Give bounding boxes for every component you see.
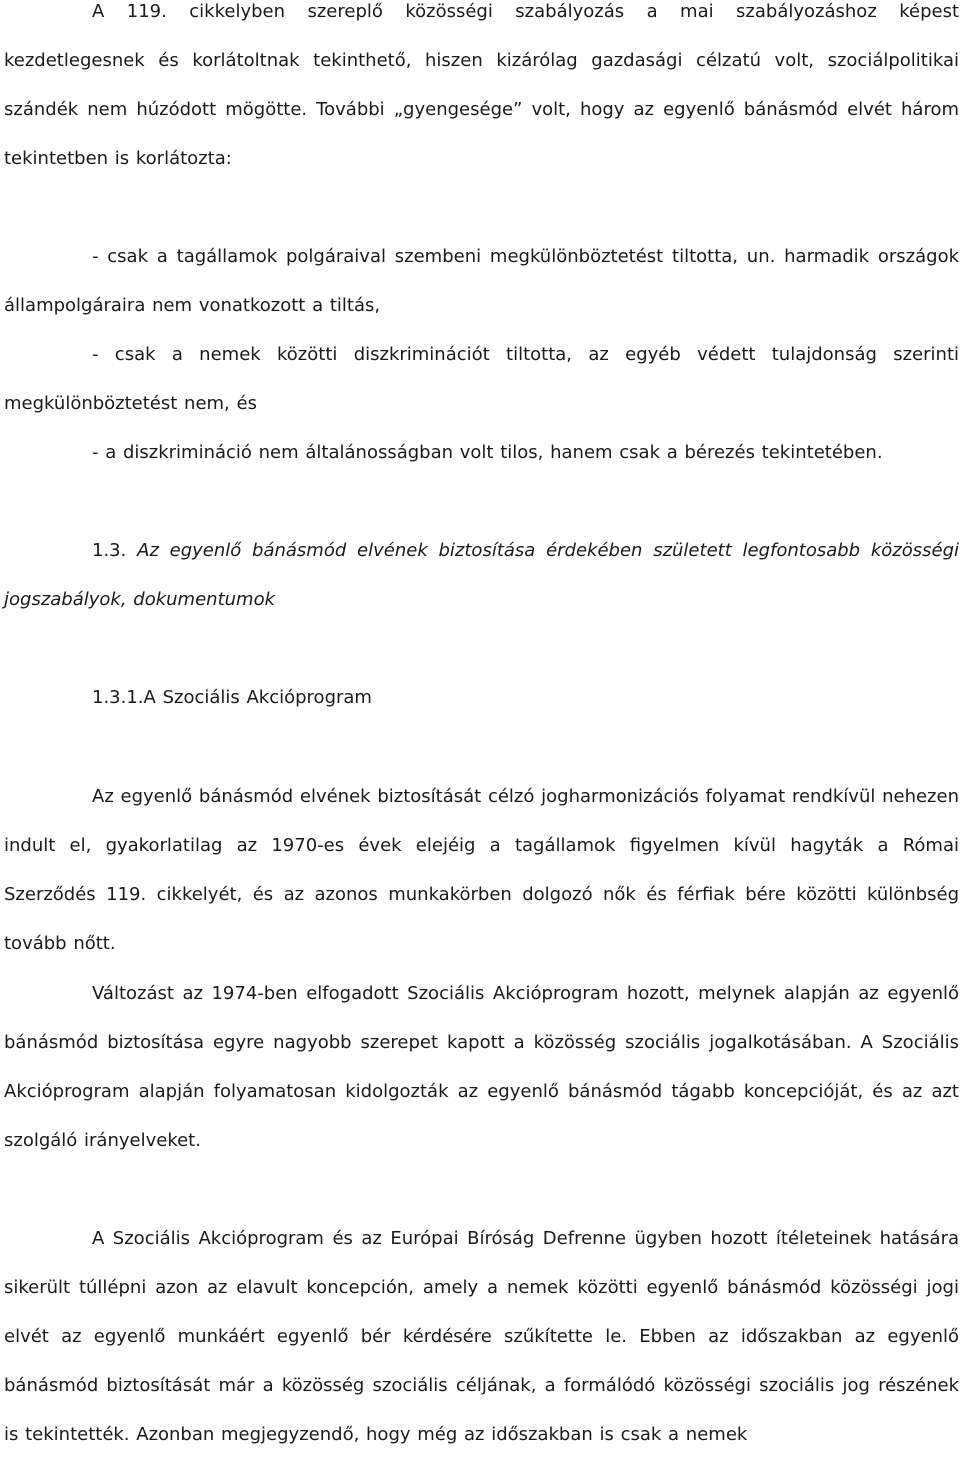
subsection-heading	[4, 673, 959, 722]
subsection-title: A Szociális Akcióprogram	[143, 687, 372, 708]
subsection-number: 1.3.1.	[92, 687, 144, 708]
list-item-member-states: - csak a tagállamok polgáraival szembeni megkülönböztetést tiltotta, un. harmadik országok állampolgáraira nem vonatkozott a tiltás,	[4, 246, 959, 316]
paragraph-harmonization: Az egyenlő bánásmód elvének biztosítását célzó jogharmonizációs folyamat rendkívül nehezen indult el, gyakorlatilag az 1970-es évek elejéig a tagállamok figyelmen kívül hagyták a Római Szerződés 119. cikkelyét, és az azonos munkakörben dolgozó nők és férfiak bére közötti különbség tovább nőtt.	[4, 786, 959, 954]
list-item-gender-only: - csak a nemek közötti diszkriminációt tiltotta, az egyéb védett tulajdonság szerinti megkülönböztetést nem, és	[4, 344, 959, 414]
section-heading	[4, 526, 959, 624]
paragraph-article-119: A 119. cikkelyben szereplő közösségi szabályozás a mai szabályozáshoz képest kezdetlegesnek és korlátoltnak tekinthető, hiszen kizárólag gazdasági célzatú volt, szociálpolitikai szándék nem húzódott mögötte. További „gyengesége” volt, hogy az egyenlő bánásmód elvét három tekintetben is korlátozta:	[4, 1, 959, 169]
section-title: Az egyenlő bánásmód elvének biztosítása érdekében született legfontosabb közösségi jogszabályok, dokumentumok	[4, 540, 959, 610]
section-number: 1.3.	[92, 540, 127, 561]
list-item-wages-only: - a diszkrimináció nem általánosságban volt tilos, hanem csak a bérezés tekintetében.	[92, 442, 883, 463]
paragraph-1974-program: Változást az 1974-ben elfogadott Szociális Akcióprogram hozott, melynek alapján az egyenlő bánásmód biztosítása egyre nagyobb szerepet kapott a közösség szociális jogalkotásában. A Szociális Akcióprogram alapján folyamatosan kidolgozták az egyenlő bánásmód tágabb koncepcióját, és az azt szolgáló irányelveket.	[4, 983, 959, 1151]
paragraph-defrenne: A Szociális Akcióprogram és az Európai Bíróság Defrenne ügyben hozott ítéleteinek hatására sikerült túllépni azon az elavult koncepción, amely a nemek közötti egyenlő bánásmód közösségi jogi elvét az egyenlő munkáért egyenlő bér kérdésére szűkítette le. Ebben az időszakban az egyenlő bánásmód biztosítását már a közösség szociális céljának, a formálódó közösségi szociális jog részének is tekintették. Azonban megjegyzendő, hogy még az időszakban is csak a nemek	[4, 1228, 959, 1445]
